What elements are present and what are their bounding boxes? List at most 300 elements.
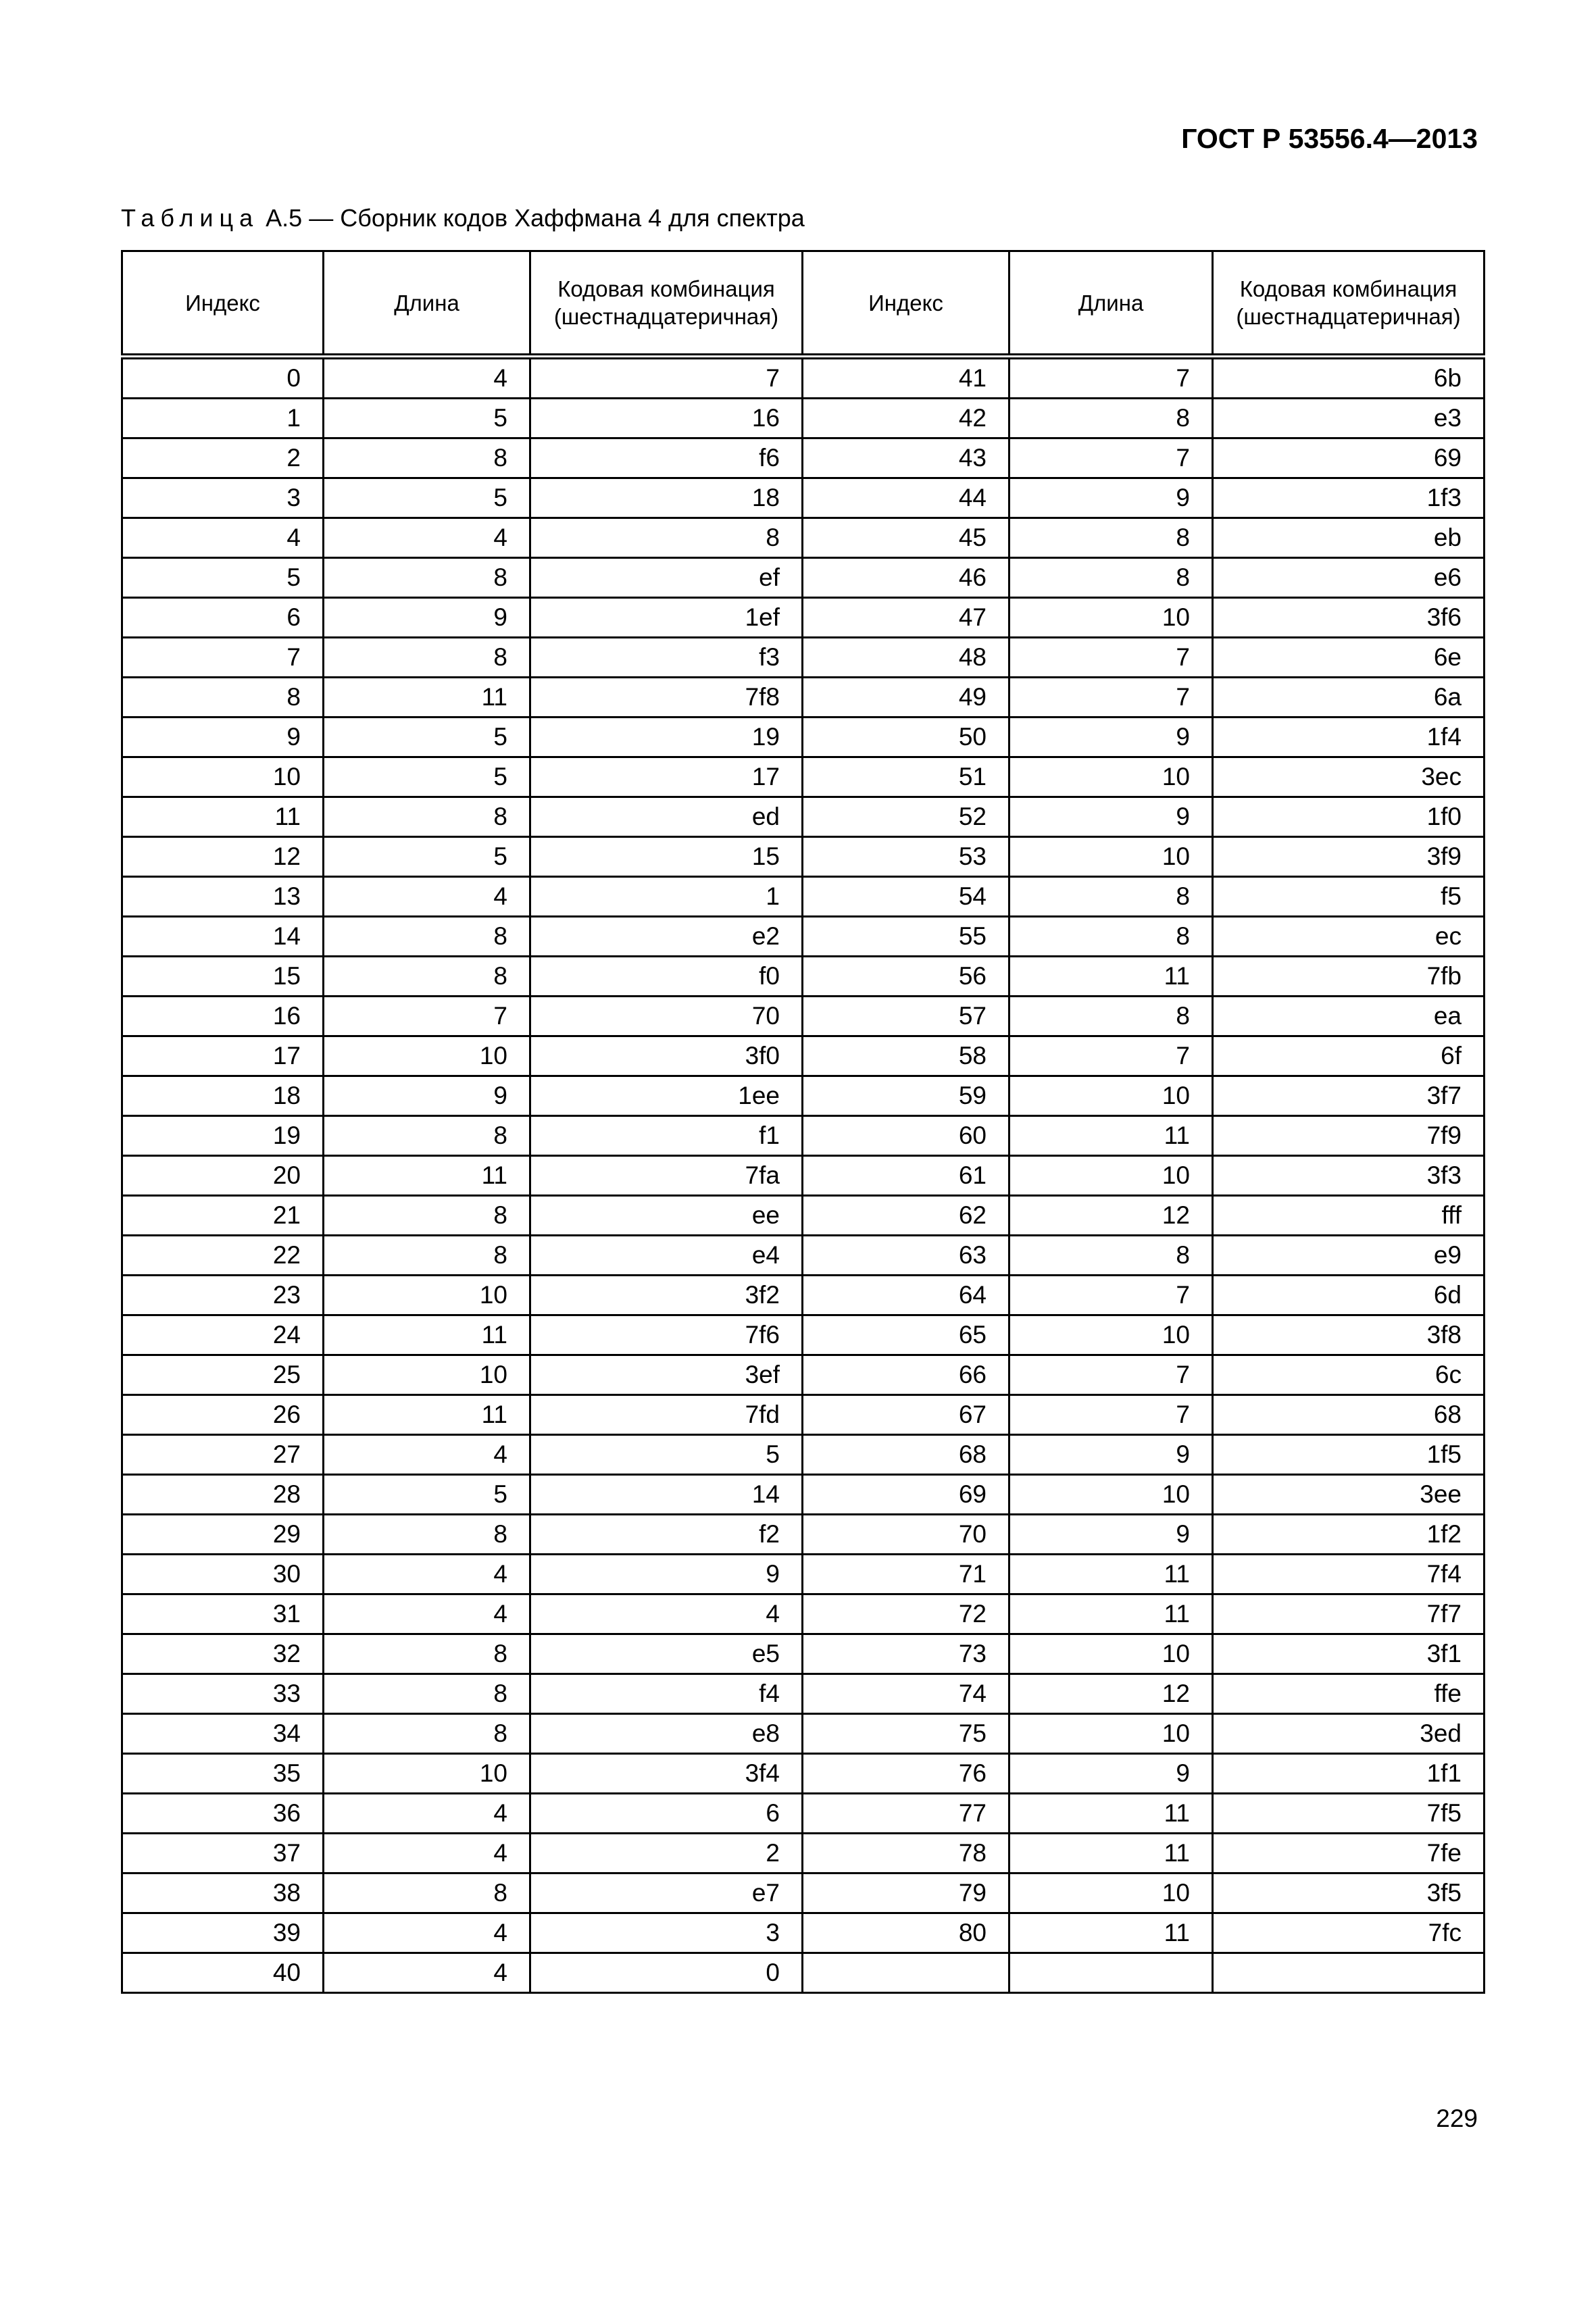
cell-length: 10 — [1009, 1076, 1213, 1116]
table-row — [122, 1196, 1485, 1236]
cell-length: 7 — [1009, 438, 1213, 478]
table-row — [122, 399, 1485, 438]
cell-length: 8 — [1009, 399, 1213, 438]
cell-index: 2 — [122, 438, 324, 478]
table-row — [122, 1913, 1485, 1953]
cell-length: 11 — [324, 1156, 530, 1196]
table-row — [122, 1834, 1485, 1873]
table-row — [122, 1315, 1485, 1355]
cell-code: e9 — [1213, 1236, 1485, 1276]
cell-length: 4 — [324, 1555, 530, 1594]
cell-length: 7 — [1009, 1355, 1213, 1395]
cell-code: 0 — [530, 1953, 803, 1993]
cell-index: 43 — [803, 438, 1009, 478]
cell-index: 20 — [122, 1156, 324, 1196]
cell-length: 8 — [1009, 518, 1213, 558]
huffman-codebook-table — [121, 250, 1485, 1994]
cell-index: 50 — [803, 718, 1009, 757]
table-row — [122, 1953, 1485, 1993]
cell-code: e2 — [530, 917, 803, 957]
cell-length: 11 — [324, 1395, 530, 1435]
cell-length: 11 — [1009, 1913, 1213, 1953]
cell-index: 5 — [122, 558, 324, 598]
cell-code: 1f5 — [1213, 1435, 1485, 1475]
cell-index: 37 — [122, 1834, 324, 1873]
cell-index: 9 — [122, 718, 324, 757]
table-row — [122, 797, 1485, 837]
cell-length: 10 — [1009, 757, 1213, 797]
cell-length: 11 — [1009, 1116, 1213, 1156]
cell-index: 39 — [122, 1913, 324, 1953]
table-row — [122, 1236, 1485, 1276]
cell-length: 11 — [324, 678, 530, 718]
cell-code: 3f2 — [530, 1276, 803, 1315]
cell-code: 6b — [1213, 357, 1485, 399]
table-row — [122, 1515, 1485, 1555]
cell-code: fff — [1213, 1196, 1485, 1236]
cell-length: 11 — [1009, 1594, 1213, 1634]
cell-length: 8 — [324, 1116, 530, 1156]
cell-code: e7 — [530, 1873, 803, 1913]
cell-code: 1 — [530, 877, 803, 917]
cell-length: 11 — [1009, 1794, 1213, 1834]
cell-code: 14 — [530, 1475, 803, 1515]
table-row — [122, 558, 1485, 598]
cell-index: 62 — [803, 1196, 1009, 1236]
table-row — [122, 757, 1485, 797]
cell-index: 80 — [803, 1913, 1009, 1953]
cell-index: 33 — [122, 1674, 324, 1714]
cell-code: 3f0 — [530, 1036, 803, 1076]
table-row — [122, 1435, 1485, 1475]
table-row — [122, 1076, 1485, 1116]
cell-code: 3f1 — [1213, 1634, 1485, 1674]
cell-index: 1 — [122, 399, 324, 438]
cell-index: 46 — [803, 558, 1009, 598]
table-row — [122, 1555, 1485, 1594]
cell-index: 16 — [122, 997, 324, 1036]
cell-index: 42 — [803, 399, 1009, 438]
cell-length: 5 — [324, 399, 530, 438]
cell-code: ec — [1213, 917, 1485, 957]
cell-length: 7 — [1009, 1036, 1213, 1076]
cell-length: 5 — [324, 718, 530, 757]
cell-index: 0 — [122, 357, 324, 399]
cell-length: 10 — [1009, 837, 1213, 877]
cell-length: 9 — [1009, 478, 1213, 518]
cell-length: 10 — [1009, 1315, 1213, 1355]
cell-code: 7f4 — [1213, 1555, 1485, 1594]
cell-length: 5 — [324, 757, 530, 797]
cell-length: 10 — [324, 1036, 530, 1076]
cell-code: 7fe — [1213, 1834, 1485, 1873]
cell-index: 76 — [803, 1754, 1009, 1794]
cell-index: 13 — [122, 877, 324, 917]
cell-index: 53 — [803, 837, 1009, 877]
cell-length: 8 — [324, 438, 530, 478]
cell-code: 1ef — [530, 598, 803, 638]
cell-code: 19 — [530, 718, 803, 757]
cell-index: 15 — [122, 957, 324, 997]
cell-code: 1f0 — [1213, 797, 1485, 837]
cell-index: 29 — [122, 1515, 324, 1555]
cell-length: 9 — [1009, 1435, 1213, 1475]
cell-index: 32 — [122, 1634, 324, 1674]
table-row — [122, 718, 1485, 757]
cell-code: f1 — [530, 1116, 803, 1156]
cell-code: 3f4 — [530, 1754, 803, 1794]
table-caption-text: А.5 — Сборник кодов Хаффмана 4 для спектра — [266, 204, 805, 232]
cell-index: 19 — [122, 1116, 324, 1156]
cell-index: 49 — [803, 678, 1009, 718]
table-row — [122, 917, 1485, 957]
cell-length: 8 — [324, 1196, 530, 1236]
cell-index: 26 — [122, 1395, 324, 1435]
cell-index: 45 — [803, 518, 1009, 558]
cell-length: 8 — [324, 1873, 530, 1913]
cell-code: 7f8 — [530, 678, 803, 718]
cell-index: 22 — [122, 1236, 324, 1276]
cell-code: 1ee — [530, 1076, 803, 1116]
cell-length: 8 — [1009, 1236, 1213, 1276]
cell-code: 7f9 — [1213, 1116, 1485, 1156]
table-caption-prefix: Таблица — [121, 204, 259, 232]
cell-index: 77 — [803, 1794, 1009, 1834]
table-row — [122, 357, 1485, 399]
cell-code: 4 — [530, 1594, 803, 1634]
cell-index: 25 — [122, 1355, 324, 1395]
cell-length: 8 — [1009, 917, 1213, 957]
table-row — [122, 1395, 1485, 1435]
cell-code: f2 — [530, 1515, 803, 1555]
cell-length: 4 — [324, 1834, 530, 1873]
cell-length: 4 — [324, 1594, 530, 1634]
cell-code: 6e — [1213, 638, 1485, 678]
cell-index: 8 — [122, 678, 324, 718]
cell-code: e5 — [530, 1634, 803, 1674]
cell-code: 3f9 — [1213, 837, 1485, 877]
table-row — [122, 837, 1485, 877]
cell-code: ea — [1213, 997, 1485, 1036]
cell-code: eb — [1213, 518, 1485, 558]
cell-index: 23 — [122, 1276, 324, 1315]
cell-code: f0 — [530, 957, 803, 997]
table-row — [122, 957, 1485, 997]
cell-length: 8 — [1009, 558, 1213, 598]
cell-code: ee — [530, 1196, 803, 1236]
cell-length: 7 — [1009, 638, 1213, 678]
cell-code: 3f6 — [1213, 598, 1485, 638]
cell-code: 2 — [530, 1834, 803, 1873]
cell-index: 56 — [803, 957, 1009, 997]
cell-length: 10 — [1009, 1873, 1213, 1913]
cell-index: 14 — [122, 917, 324, 957]
cell-length: 11 — [1009, 1555, 1213, 1594]
cell-length: 4 — [324, 1913, 530, 1953]
cell-length: 7 — [1009, 1395, 1213, 1435]
cell-code: 3f3 — [1213, 1156, 1485, 1196]
cell-code: 1f4 — [1213, 718, 1485, 757]
table-row — [122, 1475, 1485, 1515]
cell-length: 12 — [1009, 1196, 1213, 1236]
table-row — [122, 877, 1485, 917]
cell-length: 4 — [324, 877, 530, 917]
cell-code: e3 — [1213, 399, 1485, 438]
cell-index: 73 — [803, 1634, 1009, 1674]
cell-index: 35 — [122, 1754, 324, 1794]
cell-index: 67 — [803, 1395, 1009, 1435]
cell-code: 7f7 — [1213, 1594, 1485, 1634]
cell-index: 11 — [122, 797, 324, 837]
cell-code: 69 — [1213, 438, 1485, 478]
table-row — [122, 1116, 1485, 1156]
cell-code: 3f7 — [1213, 1076, 1485, 1116]
table-row — [122, 997, 1485, 1036]
cell-length: 9 — [1009, 1515, 1213, 1555]
cell-code: 5 — [530, 1435, 803, 1475]
cell-index: 79 — [803, 1873, 1009, 1913]
table-row — [122, 1276, 1485, 1315]
cell-code: e6 — [1213, 558, 1485, 598]
cell-index: 36 — [122, 1794, 324, 1834]
cell-length: 8 — [324, 957, 530, 997]
cell-index: 57 — [803, 997, 1009, 1036]
cell-length: 8 — [324, 797, 530, 837]
cell-length: 7 — [1009, 1276, 1213, 1315]
table-row — [122, 1156, 1485, 1196]
cell-index: 38 — [122, 1873, 324, 1913]
cell-code: 18 — [530, 478, 803, 518]
table-row — [122, 1754, 1485, 1794]
cell-index: 44 — [803, 478, 1009, 518]
cell-length: 9 — [1009, 797, 1213, 837]
cell-length: 10 — [1009, 1714, 1213, 1754]
header-index: Индекс — [803, 251, 1009, 357]
cell-code: 70 — [530, 997, 803, 1036]
cell-index: 70 — [803, 1515, 1009, 1555]
cell-length: 9 — [1009, 1754, 1213, 1794]
cell-length: 12 — [1009, 1674, 1213, 1714]
cell-length: 9 — [324, 1076, 530, 1116]
cell-code: 6a — [1213, 678, 1485, 718]
cell-index: 3 — [122, 478, 324, 518]
cell-index: 63 — [803, 1236, 1009, 1276]
cell-length: 8 — [324, 1515, 530, 1555]
cell-length: 8 — [324, 638, 530, 678]
cell-length: 4 — [324, 1794, 530, 1834]
cell-length: 9 — [1009, 718, 1213, 757]
cell-length: 7 — [1009, 357, 1213, 399]
cell-length: 10 — [324, 1276, 530, 1315]
cell-index: 55 — [803, 917, 1009, 957]
cell-length: 10 — [324, 1355, 530, 1395]
table-row — [122, 1873, 1485, 1913]
table-caption — [121, 204, 805, 232]
cell-index: 60 — [803, 1116, 1009, 1156]
table-row — [122, 1036, 1485, 1076]
cell-index: 12 — [122, 837, 324, 877]
cell-index: 74 — [803, 1674, 1009, 1714]
table-row — [122, 1794, 1485, 1834]
cell-index: 34 — [122, 1714, 324, 1754]
cell-code: 6f — [1213, 1036, 1485, 1076]
cell-length: 10 — [1009, 1634, 1213, 1674]
cell-length: 7 — [324, 997, 530, 1036]
cell-index: 59 — [803, 1076, 1009, 1116]
cell-length: 8 — [324, 1634, 530, 1674]
cell-length: 11 — [1009, 1834, 1213, 1873]
cell-code: ffe — [1213, 1674, 1485, 1714]
cell-code: 6c — [1213, 1355, 1485, 1395]
cell-index: 4 — [122, 518, 324, 558]
cell-code: 3ef — [530, 1355, 803, 1395]
cell-index: 52 — [803, 797, 1009, 837]
cell-length: 5 — [324, 837, 530, 877]
header-length: Длина — [324, 251, 530, 357]
cell-index: 64 — [803, 1276, 1009, 1315]
cell-code: ed — [530, 797, 803, 837]
cell-index: 27 — [122, 1435, 324, 1475]
cell-index: 58 — [803, 1036, 1009, 1076]
table-row — [122, 1634, 1485, 1674]
cell-index: 18 — [122, 1076, 324, 1116]
cell-code: e4 — [530, 1236, 803, 1276]
cell-index: 69 — [803, 1475, 1009, 1515]
cell-index: 31 — [122, 1594, 324, 1634]
cell-code: 8 — [530, 518, 803, 558]
cell-code: 1f3 — [1213, 478, 1485, 518]
cell-length: 9 — [324, 598, 530, 638]
cell-code: 3ed — [1213, 1714, 1485, 1754]
standard-designation: ГОСТ Р 53556.4—2013 — [1181, 123, 1478, 154]
table-row — [122, 638, 1485, 678]
cell-code: 3 — [530, 1913, 803, 1953]
cell-code: ef — [530, 558, 803, 598]
cell-index: 51 — [803, 757, 1009, 797]
cell-index: 41 — [803, 357, 1009, 399]
table-row — [122, 438, 1485, 478]
cell-index: 28 — [122, 1475, 324, 1515]
cell-index: 78 — [803, 1834, 1009, 1873]
header-length: Длина — [1009, 251, 1213, 357]
cell-code: f5 — [1213, 877, 1485, 917]
table-row — [122, 1594, 1485, 1634]
cell-code: 7fd — [530, 1395, 803, 1435]
table-row — [122, 478, 1485, 518]
cell-code: f3 — [530, 638, 803, 678]
table-row — [122, 1355, 1485, 1395]
cell-index: 7 — [122, 638, 324, 678]
cell-length: 10 — [1009, 1156, 1213, 1196]
cell-length: 8 — [324, 917, 530, 957]
table-body — [122, 357, 1485, 1993]
table-row — [122, 518, 1485, 558]
cell-index: 17 — [122, 1036, 324, 1076]
cell-code: f6 — [530, 438, 803, 478]
cell-index: 24 — [122, 1315, 324, 1355]
cell-code: 6 — [530, 1794, 803, 1834]
cell-length: 10 — [324, 1754, 530, 1794]
cell-length: 11 — [1009, 957, 1213, 997]
cell-index: 40 — [122, 1953, 324, 1993]
cell-index: 21 — [122, 1196, 324, 1236]
cell-code: 3ee — [1213, 1475, 1485, 1515]
cell-code: 7fc — [1213, 1913, 1485, 1953]
cell-code: 3f5 — [1213, 1873, 1485, 1913]
table-row — [122, 598, 1485, 638]
cell-length: 8 — [324, 1714, 530, 1754]
cell-code: 1f1 — [1213, 1754, 1485, 1794]
cell-length: 8 — [324, 1674, 530, 1714]
cell-code: 7fa — [530, 1156, 803, 1196]
cell-code: e8 — [530, 1714, 803, 1754]
header-code: Кодовая комбинация (шестнадцатеричная) — [530, 251, 803, 357]
cell-code: 1f2 — [1213, 1515, 1485, 1555]
header-index: Индекс — [122, 251, 324, 357]
cell-index — [803, 1953, 1009, 1993]
cell-code: 7f6 — [530, 1315, 803, 1355]
table-row — [122, 678, 1485, 718]
cell-length: 8 — [1009, 997, 1213, 1036]
cell-index: 30 — [122, 1555, 324, 1594]
cell-index: 47 — [803, 598, 1009, 638]
page-number: 229 — [1436, 2105, 1478, 2132]
cell-length: 5 — [324, 1475, 530, 1515]
cell-length: 4 — [324, 1435, 530, 1475]
cell-length: 11 — [324, 1315, 530, 1355]
cell-length: 10 — [1009, 1475, 1213, 1515]
cell-index: 71 — [803, 1555, 1009, 1594]
table-row — [122, 1714, 1485, 1754]
cell-code: 15 — [530, 837, 803, 877]
cell-code: 3f8 — [1213, 1315, 1485, 1355]
cell-length: 4 — [324, 357, 530, 399]
cell-index: 68 — [803, 1435, 1009, 1475]
cell-length — [1009, 1953, 1213, 1993]
cell-code: f4 — [530, 1674, 803, 1714]
cell-length: 8 — [324, 1236, 530, 1276]
cell-index: 65 — [803, 1315, 1009, 1355]
table-row — [122, 1674, 1485, 1714]
cell-code: 6d — [1213, 1276, 1485, 1315]
cell-length: 4 — [324, 1953, 530, 1993]
cell-code: 68 — [1213, 1395, 1485, 1435]
cell-code: 7f5 — [1213, 1794, 1485, 1834]
cell-index: 6 — [122, 598, 324, 638]
cell-length: 10 — [1009, 598, 1213, 638]
cell-length: 8 — [1009, 877, 1213, 917]
cell-index: 66 — [803, 1355, 1009, 1395]
table-header-row — [122, 251, 1485, 357]
cell-code: 7 — [530, 357, 803, 399]
cell-code: 16 — [530, 399, 803, 438]
cell-length: 8 — [324, 558, 530, 598]
cell-code: 7fb — [1213, 957, 1485, 997]
header-code: Кодовая комбинация (шестнадцатеричная) — [1213, 251, 1485, 357]
cell-code: 17 — [530, 757, 803, 797]
cell-index: 54 — [803, 877, 1009, 917]
cell-code: 3ec — [1213, 757, 1485, 797]
cell-code: 9 — [530, 1555, 803, 1594]
cell-length: 5 — [324, 478, 530, 518]
cell-index: 61 — [803, 1156, 1009, 1196]
cell-index: 10 — [122, 757, 324, 797]
cell-index: 72 — [803, 1594, 1009, 1634]
cell-index: 48 — [803, 638, 1009, 678]
cell-length: 4 — [324, 518, 530, 558]
cell-code — [1213, 1953, 1485, 1993]
cell-length: 7 — [1009, 678, 1213, 718]
